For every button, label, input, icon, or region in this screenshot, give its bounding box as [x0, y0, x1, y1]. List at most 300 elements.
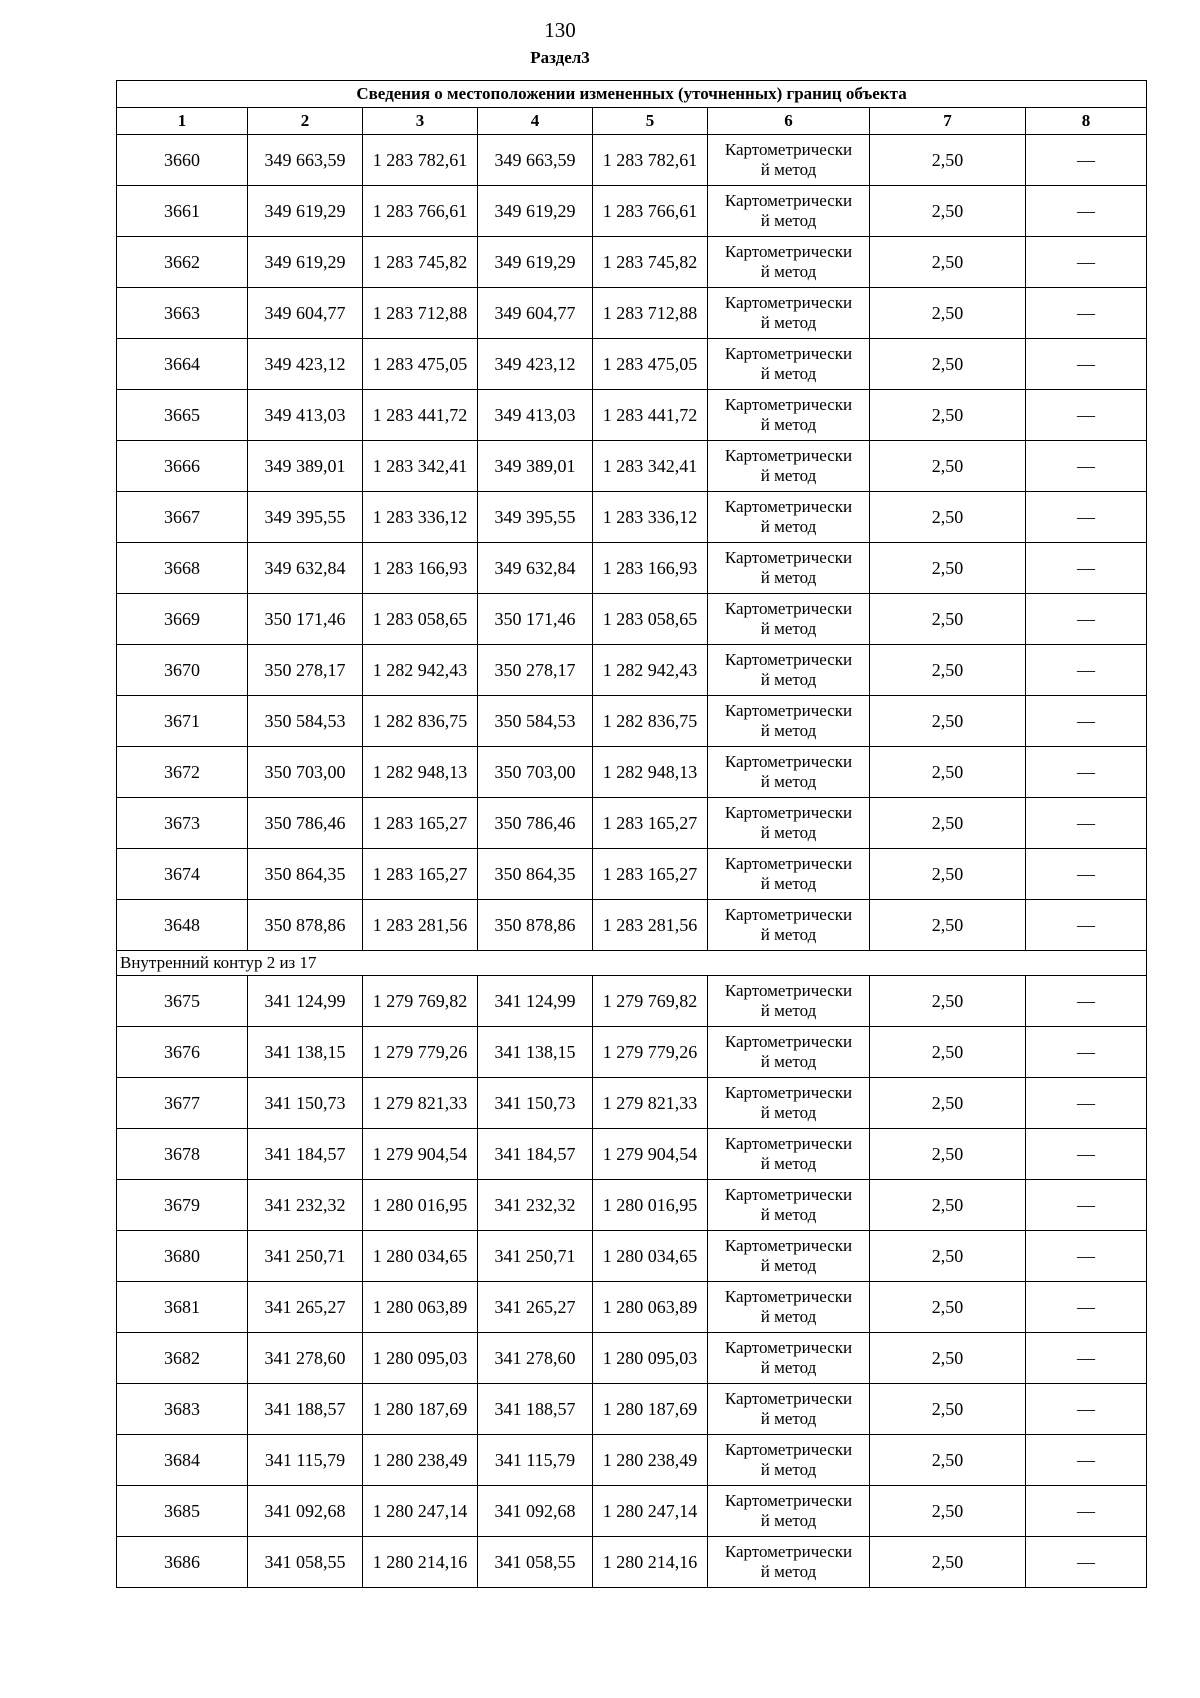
- method-cell: [708, 1537, 870, 1588]
- accuracy-value: 2,50: [870, 288, 1026, 339]
- coord-x-existing: 349 619,29: [248, 186, 363, 237]
- method-line: Картометрически: [724, 1338, 853, 1357]
- empty-dash: —: [1026, 1537, 1147, 1588]
- accuracy-value: 2,50: [870, 1384, 1026, 1435]
- coord-y-existing: 1 280 095,03: [363, 1333, 478, 1384]
- method-line: Картометрически: [724, 344, 853, 363]
- coord-x-existing: 341 150,73: [248, 1078, 363, 1129]
- coord-y-existing: 1 283 166,93: [363, 543, 478, 594]
- coord-y-existing: 1 280 247,14: [363, 1486, 478, 1537]
- method-line: й метод: [760, 262, 817, 281]
- coord-x-existing: 350 171,46: [248, 594, 363, 645]
- method-line: Картометрически: [724, 191, 853, 210]
- coord-y-refined: 1 282 836,75: [593, 696, 708, 747]
- coord-x-refined: 350 786,46: [478, 798, 593, 849]
- coord-x-existing: 341 278,60: [248, 1333, 363, 1384]
- point-number: 3684: [117, 1435, 248, 1486]
- table-row: [117, 1027, 1147, 1078]
- empty-dash: —: [1026, 543, 1147, 594]
- table-row: [117, 798, 1147, 849]
- coord-x-refined: 349 619,29: [478, 237, 593, 288]
- accuracy-value: 2,50: [870, 696, 1026, 747]
- coord-x-existing: 349 395,55: [248, 492, 363, 543]
- method-line: Картометрически: [724, 1287, 853, 1306]
- coord-y-refined: 1 283 166,93: [593, 543, 708, 594]
- coord-x-existing: 349 604,77: [248, 288, 363, 339]
- method-line: Картометрически: [724, 1134, 853, 1153]
- method-line: й метод: [760, 619, 817, 638]
- method-line: Картометрически: [724, 1185, 853, 1204]
- method-line: й метод: [760, 1154, 817, 1173]
- method-line: Картометрически: [724, 1032, 853, 1051]
- accuracy-value: 2,50: [870, 1282, 1026, 1333]
- coord-y-existing: 1 280 238,49: [363, 1435, 478, 1486]
- method-cell: [708, 849, 870, 900]
- accuracy-value: 2,50: [870, 1435, 1026, 1486]
- empty-dash: —: [1026, 1027, 1147, 1078]
- coord-x-refined: 341 188,57: [478, 1384, 593, 1435]
- coord-x-existing: 341 092,68: [248, 1486, 363, 1537]
- coord-y-existing: 1 283 165,27: [363, 849, 478, 900]
- method-line: й метод: [760, 1358, 817, 1377]
- coord-y-refined: 1 279 904,54: [593, 1129, 708, 1180]
- method-line: й метод: [760, 1562, 817, 1581]
- coord-x-existing: 349 389,01: [248, 441, 363, 492]
- accuracy-value: 2,50: [870, 543, 1026, 594]
- section-title: Раздел3: [530, 48, 590, 67]
- method-cell: [708, 696, 870, 747]
- coord-y-existing: 1 283 475,05: [363, 339, 478, 390]
- accuracy-value: 2,50: [870, 645, 1026, 696]
- method-line: Картометрически: [724, 1236, 853, 1255]
- method-line: Картометрически: [724, 446, 853, 465]
- point-number: 3677: [117, 1078, 248, 1129]
- empty-dash: —: [1026, 1078, 1147, 1129]
- method-line: й метод: [760, 925, 817, 944]
- table-row: [117, 1129, 1147, 1180]
- method-line: Картометрически: [724, 1491, 853, 1510]
- coord-y-refined: 1 283 441,72: [593, 390, 708, 441]
- coord-y-existing: 1 280 063,89: [363, 1282, 478, 1333]
- point-number: 3675: [117, 976, 248, 1027]
- accuracy-value: 2,50: [870, 390, 1026, 441]
- coord-x-existing: 350 864,35: [248, 849, 363, 900]
- coord-y-existing: 1 280 016,95: [363, 1180, 478, 1231]
- coord-x-refined: 341 265,27: [478, 1282, 593, 1333]
- method-line: й метод: [760, 1307, 817, 1326]
- accuracy-value: 2,50: [870, 237, 1026, 288]
- method-line: й метод: [760, 313, 817, 332]
- coord-y-existing: 1 283 441,72: [363, 390, 478, 441]
- table-row: [117, 1282, 1147, 1333]
- method-line: й метод: [760, 772, 817, 791]
- point-number: 3670: [117, 645, 248, 696]
- method-line: й метод: [760, 517, 817, 536]
- coord-x-refined: 341 124,99: [478, 976, 593, 1027]
- coord-y-existing: 1 283 745,82: [363, 237, 478, 288]
- method-cell: [708, 645, 870, 696]
- point-number: 3682: [117, 1333, 248, 1384]
- table-row: [117, 976, 1147, 1027]
- accuracy-value: 2,50: [870, 1129, 1026, 1180]
- point-number: 3676: [117, 1027, 248, 1078]
- coord-y-existing: 1 283 782,61: [363, 135, 478, 186]
- table-row: [117, 849, 1147, 900]
- empty-dash: —: [1026, 1231, 1147, 1282]
- accuracy-value: 2,50: [870, 1078, 1026, 1129]
- point-number: 3668: [117, 543, 248, 594]
- accuracy-value: 2,50: [870, 492, 1026, 543]
- coord-x-refined: 341 058,55: [478, 1537, 593, 1588]
- column-number: 5: [593, 108, 708, 135]
- point-number: 3686: [117, 1537, 248, 1588]
- coord-x-existing: 349 423,12: [248, 339, 363, 390]
- coord-x-refined: 349 395,55: [478, 492, 593, 543]
- coord-y-existing: 1 282 942,43: [363, 645, 478, 696]
- column-number: 1: [117, 108, 248, 135]
- empty-dash: —: [1026, 441, 1147, 492]
- method-cell: [708, 1384, 870, 1435]
- coord-x-refined: 341 092,68: [478, 1486, 593, 1537]
- empty-dash: —: [1026, 1435, 1147, 1486]
- empty-dash: —: [1026, 900, 1147, 951]
- coord-y-refined: 1 283 058,65: [593, 594, 708, 645]
- method-cell: [708, 1486, 870, 1537]
- column-number: 8: [1026, 108, 1147, 135]
- table-row: [117, 1231, 1147, 1282]
- table-row: [117, 186, 1147, 237]
- page-number: 130: [544, 18, 576, 42]
- table-row: [117, 237, 1147, 288]
- point-number: 3671: [117, 696, 248, 747]
- method-cell: [708, 492, 870, 543]
- method-line: й метод: [760, 1511, 817, 1530]
- point-number: 3679: [117, 1180, 248, 1231]
- method-cell: [708, 339, 870, 390]
- coord-x-existing: 349 413,03: [248, 390, 363, 441]
- coord-x-refined: 341 150,73: [478, 1078, 593, 1129]
- point-number: 3680: [117, 1231, 248, 1282]
- accuracy-value: 2,50: [870, 1180, 1026, 1231]
- table-row: [117, 1537, 1147, 1588]
- empty-dash: —: [1026, 339, 1147, 390]
- coord-x-refined: 349 423,12: [478, 339, 593, 390]
- empty-dash: —: [1026, 976, 1147, 1027]
- coord-x-existing: 350 584,53: [248, 696, 363, 747]
- coord-y-existing: 1 282 836,75: [363, 696, 478, 747]
- coord-y-refined: 1 283 766,61: [593, 186, 708, 237]
- accuracy-value: 2,50: [870, 900, 1026, 951]
- point-number: 3662: [117, 237, 248, 288]
- method-line: й метод: [760, 415, 817, 434]
- point-number: 3685: [117, 1486, 248, 1537]
- coord-y-existing: 1 279 821,33: [363, 1078, 478, 1129]
- table-row: [117, 135, 1147, 186]
- table-row: [117, 492, 1147, 543]
- table-row: [117, 339, 1147, 390]
- coord-x-refined: 350 584,53: [478, 696, 593, 747]
- coord-x-refined: 350 703,00: [478, 747, 593, 798]
- method-line: Картометрически: [724, 752, 853, 771]
- coord-y-refined: 1 283 782,61: [593, 135, 708, 186]
- coord-x-refined: 349 413,03: [478, 390, 593, 441]
- method-line: й метод: [760, 568, 817, 587]
- empty-dash: —: [1026, 390, 1147, 441]
- coord-x-refined: 341 184,57: [478, 1129, 593, 1180]
- empty-dash: —: [1026, 1129, 1147, 1180]
- accuracy-value: 2,50: [870, 594, 1026, 645]
- coord-y-refined: 1 283 342,41: [593, 441, 708, 492]
- method-line: Картометрически: [724, 981, 853, 1000]
- coord-y-refined: 1 279 769,82: [593, 976, 708, 1027]
- method-cell: [708, 1231, 870, 1282]
- accuracy-value: 2,50: [870, 339, 1026, 390]
- coord-x-refined: 349 619,29: [478, 186, 593, 237]
- table-row: [117, 900, 1147, 951]
- method-line: Картометрически: [724, 1542, 853, 1561]
- method-cell: [708, 441, 870, 492]
- coord-x-existing: 341 188,57: [248, 1384, 363, 1435]
- method-line: й метод: [760, 874, 817, 893]
- table-row: [117, 543, 1147, 594]
- empty-dash: —: [1026, 492, 1147, 543]
- coord-y-refined: 1 283 165,27: [593, 849, 708, 900]
- coord-x-existing: 341 232,32: [248, 1180, 363, 1231]
- table-row: [117, 645, 1147, 696]
- point-number: 3660: [117, 135, 248, 186]
- coord-x-refined: 350 878,86: [478, 900, 593, 951]
- method-cell: [708, 135, 870, 186]
- method-cell: [708, 1435, 870, 1486]
- table-row: [117, 1486, 1147, 1537]
- method-line: Картометрически: [724, 905, 853, 924]
- table-row: [117, 441, 1147, 492]
- coord-y-refined: 1 282 942,43: [593, 645, 708, 696]
- empty-dash: —: [1026, 645, 1147, 696]
- coord-x-existing: 341 058,55: [248, 1537, 363, 1588]
- accuracy-value: 2,50: [870, 1231, 1026, 1282]
- method-line: Картометрически: [724, 395, 853, 414]
- empty-dash: —: [1026, 1180, 1147, 1231]
- coord-x-existing: 350 703,00: [248, 747, 363, 798]
- empty-dash: —: [1026, 1384, 1147, 1435]
- coord-y-existing: 1 280 214,16: [363, 1537, 478, 1588]
- accuracy-value: 2,50: [870, 135, 1026, 186]
- point-number: 3648: [117, 900, 248, 951]
- coord-y-refined: 1 283 745,82: [593, 237, 708, 288]
- method-line: Картометрически: [724, 1083, 853, 1102]
- method-line: Картометрически: [724, 548, 853, 567]
- method-line: Картометрически: [724, 650, 853, 669]
- method-line: й метод: [760, 1409, 817, 1428]
- table-row: [117, 288, 1147, 339]
- empty-dash: —: [1026, 237, 1147, 288]
- coord-y-existing: 1 283 058,65: [363, 594, 478, 645]
- method-cell: [708, 1129, 870, 1180]
- table-row: [117, 1078, 1147, 1129]
- coord-x-refined: 341 232,32: [478, 1180, 593, 1231]
- coord-y-existing: 1 283 281,56: [363, 900, 478, 951]
- accuracy-value: 2,50: [870, 976, 1026, 1027]
- coord-y-refined: 1 280 016,95: [593, 1180, 708, 1231]
- empty-dash: —: [1026, 849, 1147, 900]
- method-line: й метод: [760, 1001, 817, 1020]
- coord-x-existing: 341 265,27: [248, 1282, 363, 1333]
- empty-dash: —: [1026, 696, 1147, 747]
- empty-dash: —: [1026, 1333, 1147, 1384]
- table-row: [117, 1384, 1147, 1435]
- coord-y-refined: 1 280 034,65: [593, 1231, 708, 1282]
- empty-dash: —: [1026, 594, 1147, 645]
- coord-y-refined: 1 280 095,03: [593, 1333, 708, 1384]
- coord-y-existing: 1 283 336,12: [363, 492, 478, 543]
- point-number: 3683: [117, 1384, 248, 1435]
- coord-x-existing: 350 878,86: [248, 900, 363, 951]
- method-cell: [708, 1333, 870, 1384]
- coord-y-refined: 1 282 948,13: [593, 747, 708, 798]
- method-line: й метод: [760, 1205, 817, 1224]
- method-line: й метод: [760, 364, 817, 383]
- method-line: й метод: [760, 160, 817, 179]
- table-row: [117, 696, 1147, 747]
- column-number: 6: [708, 108, 870, 135]
- method-cell: [708, 798, 870, 849]
- coordinates-table: [116, 80, 1147, 1588]
- method-line: й метод: [760, 823, 817, 842]
- method-cell: [708, 390, 870, 441]
- column-number: 2: [248, 108, 363, 135]
- method-line: Картометрически: [724, 854, 853, 873]
- method-cell: [708, 1027, 870, 1078]
- column-number: 4: [478, 108, 593, 135]
- table-row: [117, 390, 1147, 441]
- point-number: 3661: [117, 186, 248, 237]
- column-number: 7: [870, 108, 1026, 135]
- method-line: й метод: [760, 1052, 817, 1071]
- method-line: Картометрически: [724, 599, 853, 618]
- table-caption: Сведения о местоположении измененных (уточненных) границ объекта: [117, 81, 1147, 108]
- coord-y-refined: 1 280 187,69: [593, 1384, 708, 1435]
- point-number: 3681: [117, 1282, 248, 1333]
- method-cell: [708, 1282, 870, 1333]
- method-cell: [708, 288, 870, 339]
- coord-y-refined: 1 280 063,89: [593, 1282, 708, 1333]
- point-number: 3678: [117, 1129, 248, 1180]
- method-line: й метод: [760, 1460, 817, 1479]
- coord-y-existing: 1 280 034,65: [363, 1231, 478, 1282]
- point-number: 3666: [117, 441, 248, 492]
- method-cell: [708, 186, 870, 237]
- coord-x-refined: 350 864,35: [478, 849, 593, 900]
- column-number: 3: [363, 108, 478, 135]
- coord-x-refined: 341 250,71: [478, 1231, 593, 1282]
- empty-dash: —: [1026, 798, 1147, 849]
- table-caption-row: [117, 81, 1147, 108]
- method-line: Картометрически: [724, 701, 853, 720]
- table-row: [117, 1180, 1147, 1231]
- method-line: й метод: [760, 1256, 817, 1275]
- coord-x-existing: 350 278,17: [248, 645, 363, 696]
- coord-y-existing: 1 280 187,69: [363, 1384, 478, 1435]
- empty-dash: —: [1026, 747, 1147, 798]
- method-line: Картометрически: [724, 497, 853, 516]
- method-cell: [708, 900, 870, 951]
- method-cell: [708, 594, 870, 645]
- coord-x-refined: 349 632,84: [478, 543, 593, 594]
- coord-y-existing: 1 283 712,88: [363, 288, 478, 339]
- coord-y-refined: 1 283 281,56: [593, 900, 708, 951]
- coord-y-existing: 1 283 165,27: [363, 798, 478, 849]
- method-cell: [708, 747, 870, 798]
- empty-dash: —: [1026, 186, 1147, 237]
- coord-y-existing: 1 283 766,61: [363, 186, 478, 237]
- method-line: й метод: [760, 211, 817, 230]
- method-cell: [708, 1078, 870, 1129]
- coord-y-existing: 1 279 779,26: [363, 1027, 478, 1078]
- coord-x-refined: 350 278,17: [478, 645, 593, 696]
- coord-x-existing: 341 184,57: [248, 1129, 363, 1180]
- coord-y-refined: 1 280 247,14: [593, 1486, 708, 1537]
- coord-x-existing: 341 115,79: [248, 1435, 363, 1486]
- coord-y-refined: 1 279 779,26: [593, 1027, 708, 1078]
- method-line: й метод: [760, 670, 817, 689]
- table-row: [117, 747, 1147, 798]
- coord-x-refined: 341 278,60: [478, 1333, 593, 1384]
- empty-dash: —: [1026, 135, 1147, 186]
- empty-dash: —: [1026, 1486, 1147, 1537]
- coord-y-refined: 1 279 821,33: [593, 1078, 708, 1129]
- coord-x-existing: 349 663,59: [248, 135, 363, 186]
- method-line: Картометрически: [724, 140, 853, 159]
- coord-y-existing: 1 279 904,54: [363, 1129, 478, 1180]
- accuracy-value: 2,50: [870, 1486, 1026, 1537]
- coord-y-refined: 1 280 214,16: [593, 1537, 708, 1588]
- point-number: 3674: [117, 849, 248, 900]
- contour-label: Внутренний контур 2 из 17: [117, 951, 1147, 976]
- coord-y-refined: 1 280 238,49: [593, 1435, 708, 1486]
- point-number: 3665: [117, 390, 248, 441]
- accuracy-value: 2,50: [870, 441, 1026, 492]
- method-line: Картометрически: [724, 1389, 853, 1408]
- point-number: 3669: [117, 594, 248, 645]
- accuracy-value: 2,50: [870, 747, 1026, 798]
- point-number: 3672: [117, 747, 248, 798]
- coord-y-existing: 1 283 342,41: [363, 441, 478, 492]
- table-row: [117, 1333, 1147, 1384]
- coord-x-refined: 349 663,59: [478, 135, 593, 186]
- method-cell: [708, 1180, 870, 1231]
- empty-dash: —: [1026, 1282, 1147, 1333]
- coord-x-refined: 350 171,46: [478, 594, 593, 645]
- accuracy-value: 2,50: [870, 849, 1026, 900]
- coord-x-existing: 350 786,46: [248, 798, 363, 849]
- point-number: 3664: [117, 339, 248, 390]
- method-cell: [708, 237, 870, 288]
- accuracy-value: 2,50: [870, 1333, 1026, 1384]
- accuracy-value: 2,50: [870, 1537, 1026, 1588]
- accuracy-value: 2,50: [870, 186, 1026, 237]
- table-row: [117, 1435, 1147, 1486]
- method-line: Картометрически: [724, 293, 853, 312]
- point-number: 3667: [117, 492, 248, 543]
- coord-y-existing: 1 279 769,82: [363, 976, 478, 1027]
- method-line: й метод: [760, 721, 817, 740]
- coord-y-refined: 1 283 475,05: [593, 339, 708, 390]
- coord-x-refined: 349 604,77: [478, 288, 593, 339]
- coord-x-existing: 349 619,29: [248, 237, 363, 288]
- coord-y-existing: 1 282 948,13: [363, 747, 478, 798]
- coord-y-refined: 1 283 336,12: [593, 492, 708, 543]
